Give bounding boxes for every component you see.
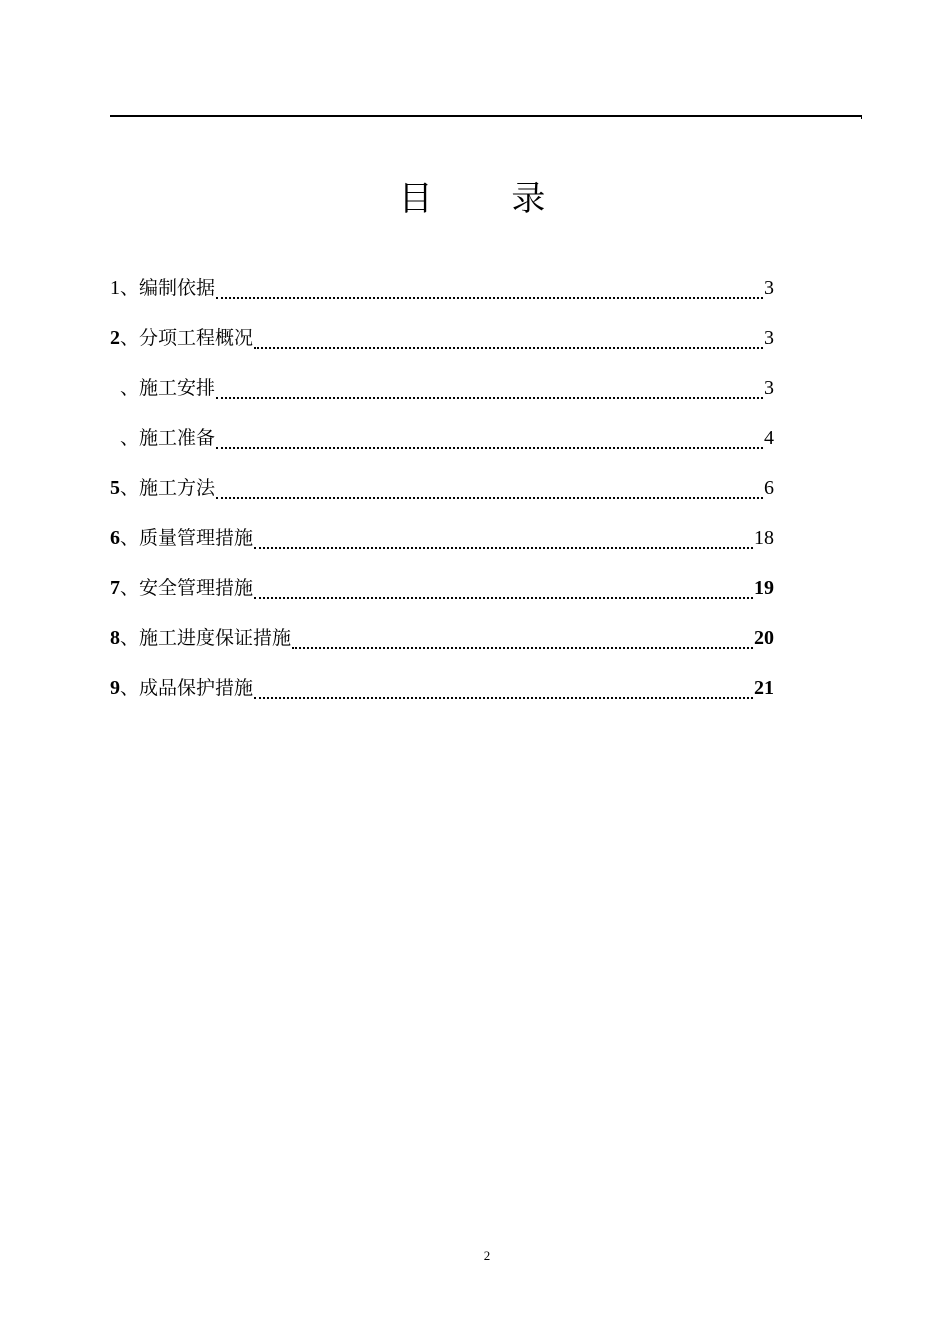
toc-entry-3[interactable] xyxy=(110,368,774,418)
toc-entry-page: 3 xyxy=(764,377,774,399)
dot-leader xyxy=(292,633,753,653)
header-rule xyxy=(110,115,862,117)
dot-leader xyxy=(216,483,763,503)
toc-entry-label: 施工准备 xyxy=(139,427,216,449)
dot-leader xyxy=(254,683,753,703)
toc-entry-number: 7 xyxy=(110,577,120,599)
toc-entry-2[interactable] xyxy=(110,318,774,368)
toc-entry-separator: 、 xyxy=(120,377,140,399)
toc-entry-4[interactable] xyxy=(110,418,774,468)
toc-entry-7[interactable] xyxy=(110,568,774,618)
toc-entry-label: 施工方法 xyxy=(139,477,216,499)
toc-entry-separator: 、 xyxy=(120,277,140,299)
dot-leader xyxy=(254,533,753,553)
toc-entry-page: 19 xyxy=(754,577,774,599)
toc-entry-9[interactable] xyxy=(110,668,774,718)
toc-entry-separator: 、 xyxy=(120,327,140,349)
toc-entry-separator: 、 xyxy=(120,477,140,499)
toc-entry-label: 分项工程概况 xyxy=(139,327,254,349)
toc-entry-number: 5 xyxy=(110,477,120,499)
toc-entry-separator: 、 xyxy=(120,627,140,649)
toc-entry-number: 9 xyxy=(110,677,120,699)
toc-entry-page: 21 xyxy=(754,677,774,699)
toc-entry-number: 8 xyxy=(110,627,120,649)
toc-entry-number: 1 xyxy=(110,277,120,299)
toc-entry-label: 质量管理措施 xyxy=(139,527,254,549)
toc-entry-5[interactable] xyxy=(110,468,774,518)
toc-entry-label: 成品保护措施 xyxy=(139,677,254,699)
footer-page-number: 2 xyxy=(483,1248,491,1263)
toc-entry-label: 施工进度保证措施 xyxy=(139,627,292,649)
toc-entry-number: 2 xyxy=(110,327,120,349)
toc-entry-page: 3 xyxy=(764,327,774,349)
toc-entry-separator: 、 xyxy=(120,677,140,699)
toc-entry-1[interactable] xyxy=(110,268,774,318)
dot-leader xyxy=(254,333,763,353)
header-rule-tick xyxy=(861,115,862,119)
table-of-contents xyxy=(110,268,774,718)
toc-entry-label: 施工安排 xyxy=(139,377,216,399)
toc-entry-label: 安全管理措施 xyxy=(139,577,254,599)
toc-entry-page: 6 xyxy=(764,477,774,499)
toc-entry-separator: 、 xyxy=(120,427,140,449)
dot-leader xyxy=(254,583,753,603)
toc-entry-8[interactable] xyxy=(110,618,774,668)
toc-entry-separator: 、 xyxy=(120,577,140,599)
toc-entry-separator: 、 xyxy=(120,527,140,549)
toc-entry-page: 3 xyxy=(764,277,774,299)
dot-leader xyxy=(216,433,763,453)
toc-entry-label: 编制依据 xyxy=(139,277,216,299)
page-title: 目 录 xyxy=(398,178,580,219)
dot-leader xyxy=(216,283,763,303)
dot-leader xyxy=(216,383,763,403)
toc-entry-6[interactable] xyxy=(110,518,774,568)
toc-entry-page: 4 xyxy=(764,427,774,449)
toc-entry-number: 6 xyxy=(110,527,120,549)
toc-entry-page: 20 xyxy=(754,627,774,649)
toc-entry-page: 18 xyxy=(754,527,774,549)
